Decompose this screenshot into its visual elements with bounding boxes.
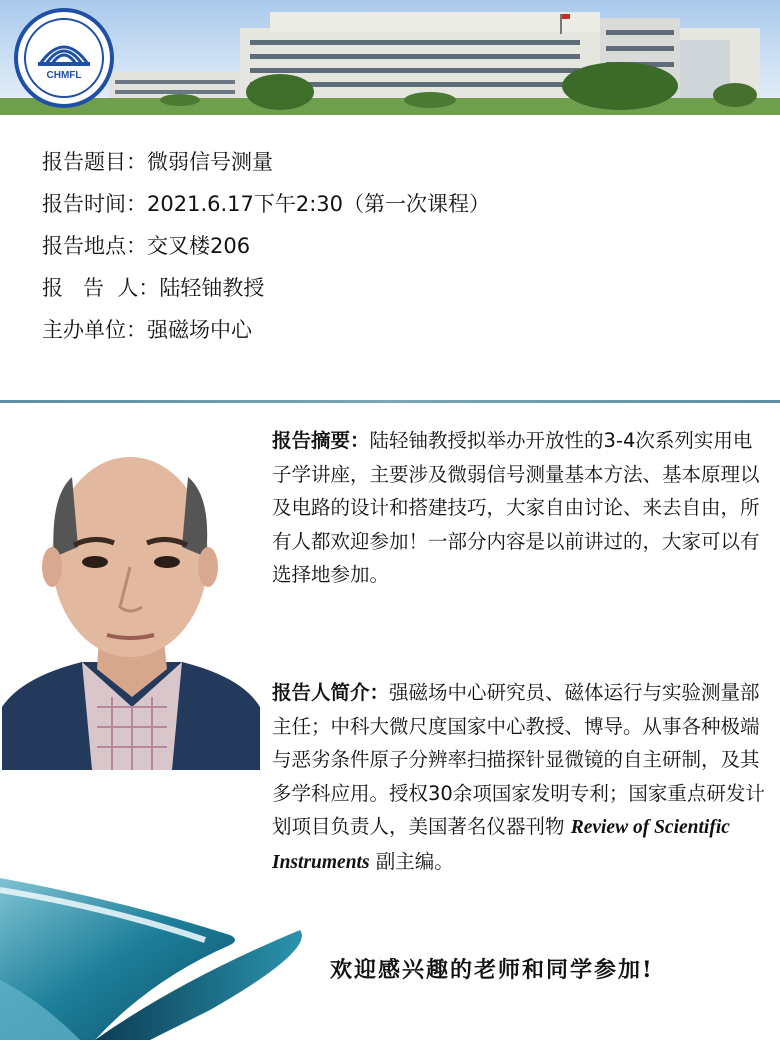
speaker-photo	[2, 407, 260, 770]
talk-info	[42, 141, 490, 351]
abstract-label: 报告摘要：	[272, 429, 370, 452]
talk-time-value: 2021.6.17下午2:30（第一次课程）	[147, 192, 491, 216]
abstract-text: 陆轻铀教授拟举办开放性的3-4次系列实用电子学讲座，主要涉及微弱信号测量基本方法、基本原理以及电路的设计和搭建技巧，大家自由讨论、来去自由，所有人都欢迎参加！一部分内容是以前讲过的，大家可以有选择地参加。	[272, 429, 760, 586]
talk-place-value: 交叉楼206	[147, 234, 251, 258]
talk-title-label: 报告题目：	[42, 150, 147, 174]
bio-label: 报告人简介：	[272, 681, 390, 704]
bio-tail: 副主编。	[369, 849, 454, 873]
speaker-value: 陆轻铀教授	[159, 276, 265, 300]
speaker-row	[42, 267, 490, 309]
abstract-section	[272, 424, 770, 592]
talk-title-row	[42, 141, 490, 183]
talk-place-row	[42, 225, 490, 267]
host-label: 主办单位：	[42, 318, 147, 342]
speaker-label: 报 告 人：	[42, 276, 160, 300]
talk-title-value: 微弱信号测量	[147, 150, 273, 174]
campus-building-image	[0, 0, 780, 115]
bio-text: 强磁场中心研究员、磁体运行与实验测量部主任；中科大微尺度国家中心教授、博导。从事各种极端与恶劣条件原子分辨率扫描探针显微镜的自主研制，及其多学科应用。授权30余项国家发明专利；国家重点研发计划项目负责人，美国著名仪器刊物	[272, 681, 765, 838]
magnet-icon	[18, 12, 110, 104]
talk-place-label: 报告地点：	[42, 234, 147, 258]
speaker-portrait-image	[2, 407, 260, 770]
section-divider	[0, 400, 780, 403]
header-banner	[0, 0, 780, 115]
talk-time-row	[42, 183, 490, 225]
decorative-wave-shape	[0, 860, 460, 1040]
chmfl-logo	[14, 8, 114, 108]
welcome-message: 欢迎感兴趣的老师和同学参加!	[330, 957, 654, 983]
logo-text: CHMFL	[46, 70, 82, 81]
host-value: 强磁场中心	[147, 318, 252, 342]
journal-name: Review of Scientific Instruments	[272, 817, 730, 873]
host-row	[42, 309, 490, 351]
talk-time-label: 报告时间：	[42, 192, 147, 216]
speaker-bio-section	[272, 676, 770, 879]
